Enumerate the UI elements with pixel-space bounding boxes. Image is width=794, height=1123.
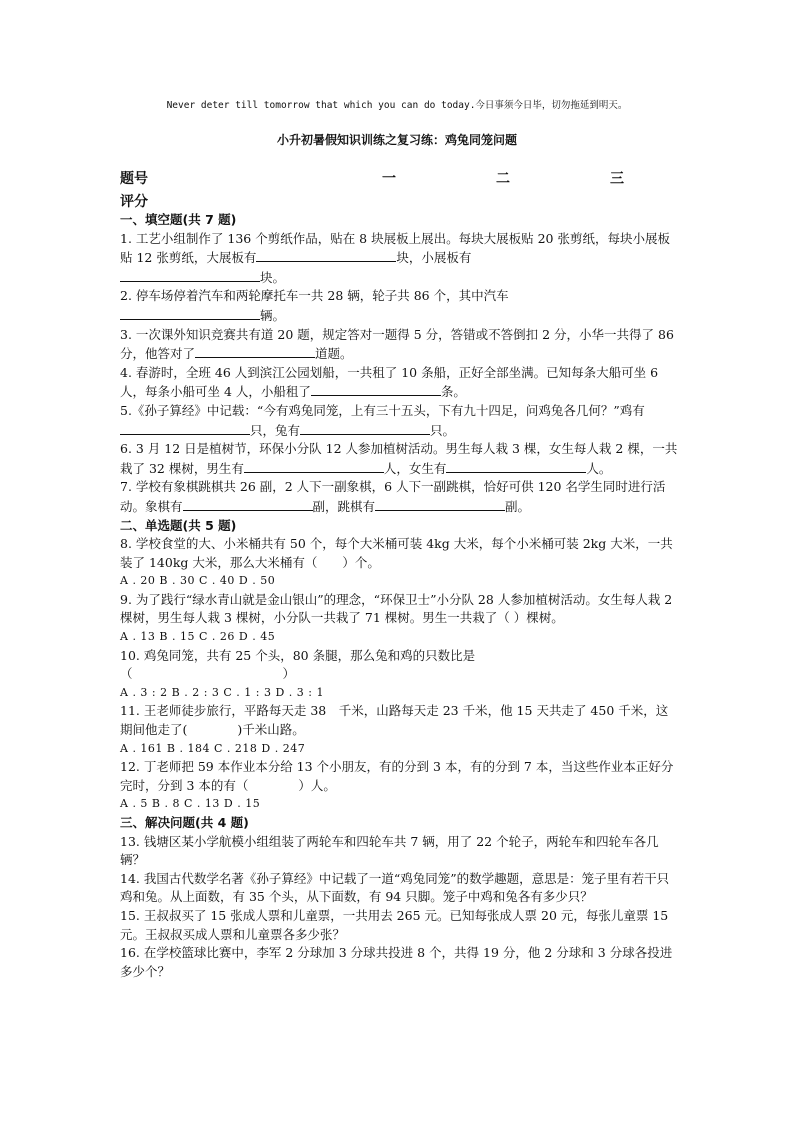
question-14: 14. 我国古代数学名著《孙子算经》中记载了一道“鸡兔同笼”的数学趣题，意思是：笼子里有若干只鸡和兔。从上面数，有 35 个头，从下面数，有 94 只脚。笼子中鸡和兔各有多少只？ (120, 870, 670, 905)
section-fill-blank-heading: 一、填空题(共 7 题) (120, 212, 237, 227)
question-8: 8. 学校食堂的大、小米桶共有 50 个，每个大米桶可装 4kg 大米，每个小米桶可装 2kg 大米，一共装了 140kg 大米，那么大米桶有（ ）个。 (120, 536, 673, 570)
question-11-options[interactable]: A . 161 B . 184 C . 218 D . 247 (120, 741, 306, 755)
answer-blank[interactable] (195, 344, 315, 358)
question-6: 6. 3 月 12 日是植树节，环保小分队 12 人参加植树活动。男生每人栽 3 棵，女生每人栽 2 棵，一共栽了 32 棵树，男生有 人，女生有 人。 (120, 441, 678, 476)
question-5: 5.《孙子算经》中记载：“今有鸡兔同笼，上有三十五头，下有九十四足，问鸡兔各几何？”鸡有只，兔有 只。 (120, 402, 645, 438)
question-content (120, 211, 680, 981)
question-4: 4. 春游时，全班 46 人到滨江公园划船，一共租了 10 条船，正好全部坐满。已知每条大船可坐 6 人，每条小船可坐 4 人，小船租了 条。 (120, 364, 659, 400)
answer-blank[interactable] (311, 382, 441, 396)
answer-blank[interactable] (120, 421, 250, 435)
score-table (120, 168, 680, 214)
answer-blank[interactable] (183, 497, 313, 511)
question-9: 9. 为了践行“绿水青山就是金山银山”的理念，“环保卫士”小分队 28 人参加植树活动。女生每人栽 2 棵树，男生每人栽 3 棵树，小分队一共栽了 71 棵树。男生一共栽了（ ）棵树。 (120, 591, 673, 626)
question-10-options[interactable]: A . 3 : 2 B . 2 : 3 C . 1 : 3 D . 3 : 1 (120, 685, 324, 699)
question-10: 10. 鸡兔同笼，共有 25 个头，80 条腿，那么兔和鸡的只数比是 （ ） (120, 647, 476, 682)
section-problem-solving-heading: 三、解决问题(共 4 题) (120, 815, 249, 830)
page-title: 小升初暑假知识训练之复习练：鸡兔同笼问题 (276, 133, 517, 147)
score-header-row (120, 168, 680, 191)
question-16: 16. 在学校篮球比赛中，李军 2 分球加 3 分球共投进 8 个，共得 19 分，他 2 分球和 3 分球各投进多少个？ (120, 945, 673, 979)
answer-blank[interactable] (120, 306, 260, 320)
answer-blank[interactable] (256, 248, 396, 262)
answer-blank[interactable] (300, 421, 430, 435)
section-single-choice-heading: 二、单选题(共 5 题) (120, 517, 237, 533)
question-8-options[interactable]: A . 20 B . 30 C . 40 D . 50 (120, 574, 276, 588)
score-col-2: 二 (496, 171, 510, 187)
question-number-label: 题号 (120, 171, 148, 187)
question-12: 12. 丁老师把 59 本作业本分给 13 个小朋友，有的分到 3 本，有的分到 7 本，当这些作业本正好分完时，分到 3 本的有（ ）人。 (120, 759, 674, 793)
question-13: 13. 钱塘区某小学航模小组组装了两轮车和四轮车共 7 辆，用了 22 个轮子，两轮车和四轮车各几辆？ (120, 833, 659, 868)
question-7: 7. 学校有象棋跳棋共 26 副，2 人下一副象棋，6 人下一副跳棋，恰好可供 120 名学生同时进行活动。象棋有 副，跳棋有 副。 (120, 479, 666, 514)
motto-header: Never deter till tomorrow that which you can do today.今日事须今日毕，切勿拖延到明天。 (166, 100, 628, 111)
question-15: 15. 王叔叔买了 15 张成人票和儿童票，一共用去 265 元。已知每张成人票 20 元，每张儿童票 15 元。王叔叔买成人票和儿童票各多少张？ (120, 907, 669, 942)
score-col-1: 一 (382, 171, 396, 187)
answer-blank[interactable] (446, 459, 586, 473)
score-label: 评分 (120, 194, 148, 210)
question-11: 11. 王老师徒步旅行，平路每天走 38 千米，山路每天走 23 千米，他 15 天共走了 450 千米，这期间他走了( )千米山路。 (120, 703, 669, 738)
question-12-options[interactable]: A . 5 B . 8 C . 13 D . 15 (120, 797, 261, 811)
answer-blank[interactable] (375, 497, 505, 511)
answer-blank[interactable] (244, 459, 384, 473)
score-col-3: 三 (610, 171, 624, 187)
question-3: 3. 一次课外知识竞赛共有道 20 题，规定答对一题得 5 分，答错或不答倒扣 2 分，小华一共得了 86 分，他答对了 道题。 (120, 326, 674, 362)
answer-blank[interactable] (120, 268, 260, 282)
question-9-options[interactable]: A . 13 B . 15 C . 26 D . 45 (120, 630, 276, 644)
question-1: 1. 工艺小组制作了 136 个剪纸作品，贴在 8 块展板上展出。每块大展板贴 20 张剪纸，每块小展板贴 12 张剪纸，大展板有 块，小展板有 块。 (120, 230, 670, 285)
question-2: 2. 停车场停着汽车和两轮摩托车一共 28 辆，轮子共 86 个，其中汽车 辆。 (120, 288, 509, 323)
